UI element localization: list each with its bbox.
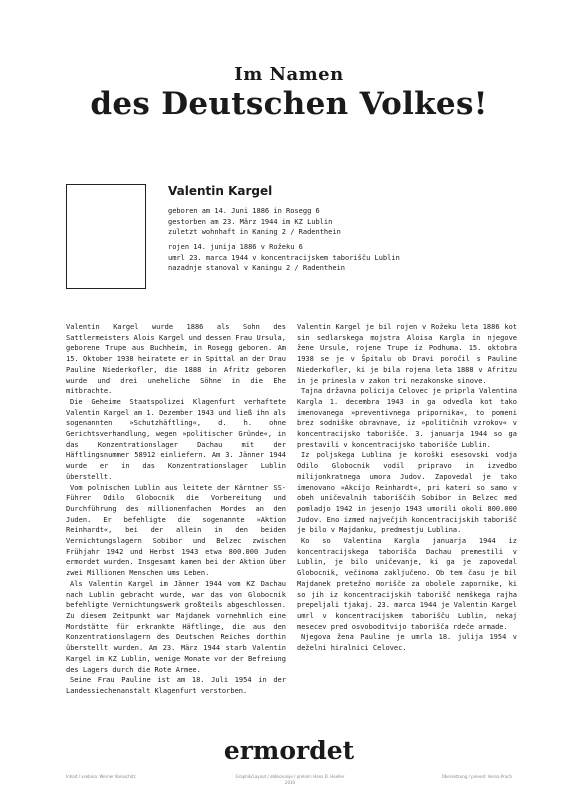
footer-credit-content: Inhalt / vsebina: Werner Koroschitz [66,774,136,779]
heading-im-namen: Im Namen [234,64,344,85]
footer-year: 2010 [284,780,296,785]
paragraph-sl-3: Iz poljskega Lublina je koroški esesovski vodja Odilo Globocnik vodil pripravo in izvedbo milijonkratnega umora Judov. Zapovedal je tako imenovano »Akcijo Reinhardt«, pri kateri so samo v obeh uničevalnih taboriščih Sobibor in Belzec med pomladjo 1942 in jesenjo 1943 umorili okoli 800.000 Judov. Eno izmed največjih koncentracijskih taborišč je bilo v Majdanku, predmestju Lublina. [297,451,517,535]
heading-deutschen-volkes: des Deutschen Volkes! [90,86,488,122]
bio-de-birth: geboren am 14. Juni 1886 in Rosegg 6 [168,207,320,215]
paragraph-sl-4: Ko so Valentina Kargla januarja 1944 iz koncentracijskega taborišča Dachau premestili v Lublin, je bilo uničevanje, ki ga je zapovedal Globocnik, večinoma zaključeno. Ob tem času je bil Majdanek pretežno morišče za obolele zapornike, ki so jih iz koncentracijskih taborišč nemškega rajha prepeljali tjakaj. 23. marca 1944 je Valentin Kargel umrl v koncentracijskem taborišču Lublin, nekaj mesecev pred osvoboditvijo taborišča rdeče armade. [297,537,517,631]
paragraph-de-3: Vom polnischen Lublin aus leitete der Kärntner SS-Führer Odilo Globocnik die Vorbereitung und Durchführung des millionenfachen Mordes an den Juden. Er befehligte die sogenannte »Aktion Reinhardt«, bei der allein in den beiden Vernichtungslagern Sobibor und Belzec zwischen Frühjahr 1942 und Herbst 1943 etwa 800.000 Juden ermordet wurden. Insgesamt kamen bei der Aktion über zwei Millionen Menschen ums Leben. [66,483,286,578]
paragraph-de-1: Valentin Kargel wurde 1886 als Sohn des Sattlermeisters Alois Kargel und dessen Frau Ursula, geborene Trupe aus Buchheim, in Rosegg geboren. Am 15. Oktober 1938 heiratete er in Spittal an der Drau Pauline Niederkofler, die 1888 in Afritz geboren wurde und drei uneheliche Söhne in die Ehe mitbrachte. [66,323,286,396]
photo-placeholder-frame [66,184,146,289]
text-column-german [66,322,286,697]
paragraph-de-4: Als Valentin Kargel im Jänner 1944 vom KZ Dachau nach Lublin gebracht wurde, war das von Globocnik befehligte Vernichtungswerk großteils abgeschlossen. Zu diesem Zeitpunkt war Majdanek vornehmlich eine Mordstätte für erkrankte Häftlinge, die aus den Konzentrationslagern des Deutschen Reiches dorthin überstellt wurden. Am 23. März 1944 starb Valentin Kargel im KZ Lublin, wenige Monate vor der Befreiung des Lagers durch die Rote Armee. [66,579,286,674]
bio-slovene [168,242,400,274]
paragraph-de-2: Die Geheime Staatspolizei Klagenfurt verhaftete Valentin Kargel am 1. Dezember 1943 und ließ ihn als sogenannten »Schutzhäftling«, d. h. ohne Gerichtsverhandlung, wegen »politischer Gründe«, in das Konzentrationslager Dachau mit der Häftlingsnummer 58912 einliefern. Am 3. Jänner 1944 wurde er in das Konzentrationslager Lublin überstellt. [66,397,286,481]
bio-de-residence: zuletzt wohnhaft in Kaning 2 / Radenthein [168,228,341,236]
paragraph-sl-1: Valentin Kargel je bil rojen v Rožeku leta 1886 kot sin sedlarskega mojstra Aloisa Kargla in njegove žene Ursule, rojene Trupe iz Podhuma. 15. oktobra 1938 se je v Špitalu ob Dravi poročil s Pauline Niederkofler, ki je bila rojena leta 1888 v Afritzu in je prinesla v zakon tri nezakonske sinove. [297,323,517,385]
bio-sl-residence: nazadnje stanoval v Kaningu 2 / Radenthein [168,264,346,272]
paragraph-sl-5: Njegova žena Pauline je umrla 18. julija 1954 v deželni hiralnici Celovec. [297,633,517,653]
bio-de-death: gestorben am 23. März 1944 im KZ Lublin [168,217,333,226]
text-column-slovene [297,322,517,654]
paragraph-de-5: Seine Frau Pauline ist am 18. Juli 1954 in der Landessiechenanstalt Klagenfurt verstorben. [66,676,286,695]
bio-sl-birth: rojen 14. junija 1886 v Rožeku 6 [168,243,303,251]
footer-credit-layout [210,774,370,786]
bio-sl-death: umrl 23. marca 1944 v koncentracijskem taborišču Lublin [168,253,400,262]
person-name: Valentin Kargel [168,184,273,198]
footer-layout-line: Graphik/Layout / oblikovanje / prelom: Hans D. Hoeller [235,774,345,779]
bio-german [168,206,341,238]
verdict-ermordet: ermordet [223,736,355,765]
paragraph-sl-2: Tajna državna policija Celovec je priprla Valentina Kargla 1. decembra 1943 in ga odvedla kot tako imenovanega »preventivnega pripornika«, to pomeni brez sodniške obravnave, iz »političnih vzrokov« v koncentracijsko taborišče. 3. januarja 1944 so ga prestavili v koncentracijsko taborišče Lublin. [297,387,517,449]
footer-credit-translation: Übersetzung / prevod: Vesna Prach [441,774,512,779]
